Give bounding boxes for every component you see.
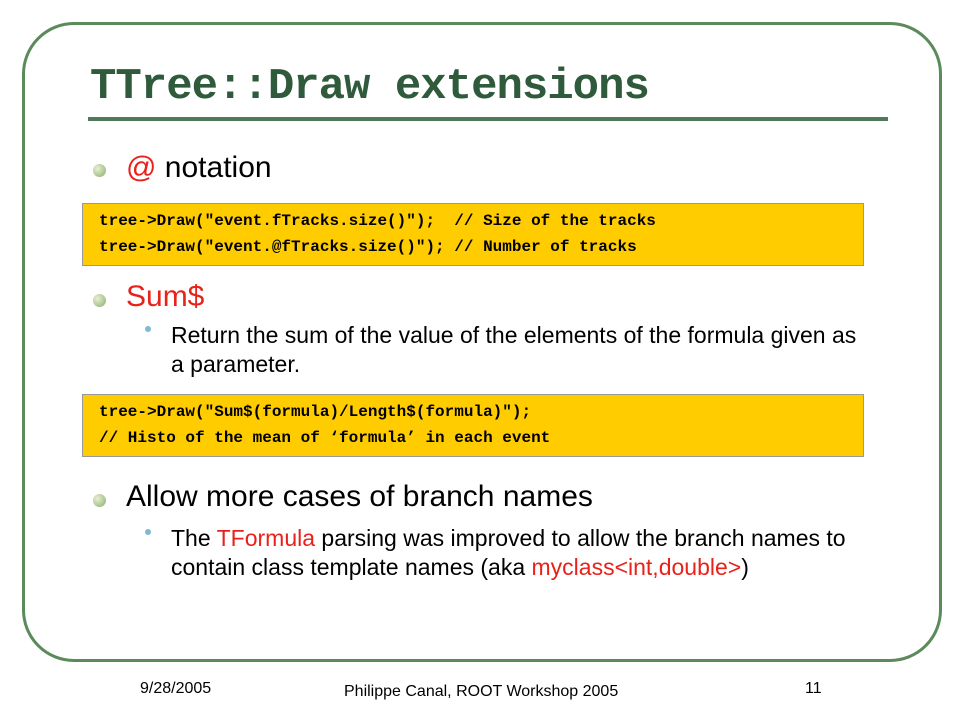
bullet-sum: Sum$	[126, 280, 205, 313]
code-line: tree->Draw("Sum$(formula)/Length$(formula)");	[99, 403, 532, 421]
sub-bullet-marker	[145, 529, 151, 535]
code-line: tree->Draw("event.fTracks.size()"); // Size of the tracks	[99, 212, 656, 230]
branch-names-description	[171, 524, 861, 582]
footer-page-number: 11	[805, 680, 822, 697]
code-block-sum	[82, 394, 864, 457]
notation-text: notation	[156, 151, 272, 184]
code-line: tree->Draw("event.@fTracks.size()"); // Number of tracks	[99, 238, 637, 256]
slide-title: TTree::Draw extensions	[90, 62, 649, 112]
text-part: The	[171, 525, 217, 551]
bullet-marker	[93, 164, 106, 177]
footer-date: 9/28/2005	[140, 680, 212, 697]
sub-bullet-marker	[145, 326, 151, 332]
title-underline	[88, 117, 888, 121]
sum-description: Return the sum of the value of the elements of the formula given as a parameter.	[171, 322, 857, 377]
footer-author: Philippe Canal, ROOT Workshop 2005	[344, 683, 619, 700]
code-line: // Histo of the mean of ‘formula’ in each event	[99, 429, 551, 447]
bullet-marker	[93, 494, 106, 507]
text-part: )	[741, 554, 749, 580]
bullet-marker	[93, 294, 106, 307]
text-part: parsing was improved to allow the branch names to contain class template names (aka	[171, 525, 846, 580]
tformula-term: TFormula	[216, 525, 316, 551]
code-block-at-notation	[82, 203, 864, 266]
bullet-at-notation	[126, 151, 272, 185]
bullet-branch-names: Allow more cases of branch names	[126, 480, 593, 513]
at-symbol: @	[126, 151, 157, 184]
myclass-term: myclass<int,double>	[531, 554, 742, 580]
